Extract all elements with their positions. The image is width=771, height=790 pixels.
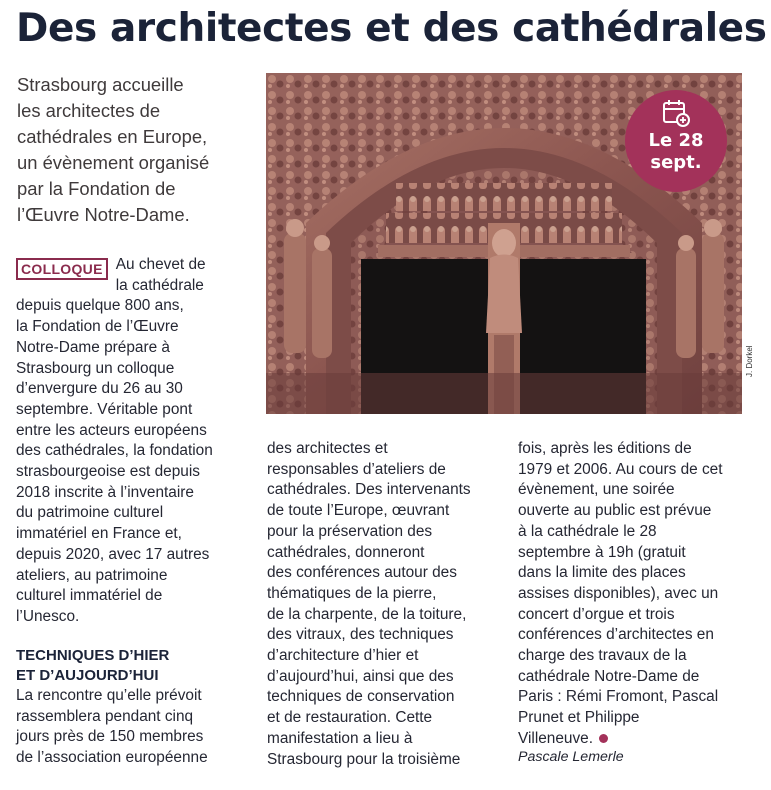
body-line: charge des travaux de la	[518, 647, 687, 665]
body-line: des architectes et	[267, 440, 388, 457]
body-line: manifestation a lieu à	[267, 729, 413, 747]
author-byline: Pascale Lemerle	[518, 749, 624, 765]
section-subhead	[16, 646, 244, 686]
body-line: des conférences autour des	[267, 564, 457, 582]
body-line: Notre-Dame prépare à	[16, 338, 170, 356]
event-date-day: Le 28	[648, 130, 704, 151]
body-line: des cathédrales, la fondation	[16, 442, 213, 460]
body-line-last	[518, 729, 750, 750]
body-line: cathédrales, donneront	[267, 543, 425, 561]
body-line: concert d’orgue et trois	[518, 605, 675, 623]
end-of-article-dot-icon	[599, 734, 608, 743]
body-line: assises disponibles), avec un	[518, 584, 719, 602]
body-line: dans la limite des places	[518, 564, 686, 582]
subhead-line: ET D’AUJOURD’HUI	[16, 667, 159, 684]
body-line: de l’association européenne	[16, 749, 208, 767]
intro-line: les architectes de	[17, 100, 161, 121]
body-line: et de restauration. Cette	[267, 709, 433, 727]
body-line: fois, après les éditions de	[518, 440, 692, 457]
category-badge: COLLOQUE	[16, 258, 108, 280]
article-title: Des architectes et des cathédrales	[16, 6, 767, 51]
body-column-1-continued	[16, 686, 244, 769]
body-line: 2018 inscrite à l’inventaire	[16, 483, 194, 501]
subhead-line: TECHNIQUES D’HIER	[16, 647, 170, 664]
body-line: d’envergure du 26 au 30	[16, 380, 183, 398]
body-line: du patrimoine culturel	[16, 504, 164, 522]
body-line: la cathédrale	[115, 276, 204, 294]
body-line: Strasbourg pour la troisième	[267, 750, 461, 768]
body-line: cathédrale Notre-Dame de	[518, 667, 700, 685]
body-line: strasbourgeoise est depuis	[16, 463, 200, 481]
body-line: immatériel en France et,	[16, 525, 182, 543]
body-line: Strasbourg un colloque	[16, 359, 175, 377]
body-line: Prunet et Philippe	[518, 709, 640, 727]
body-line: techniques de conservation	[267, 688, 455, 706]
event-date-badge	[625, 90, 727, 192]
body-line: 1979 et 2006. Au cours de cet	[518, 460, 723, 478]
body-line: cathédrales. Des intervenants	[267, 481, 471, 499]
body-line: des vitraux, des techniques	[267, 626, 454, 644]
body-line: culturel immatériel de	[16, 587, 163, 605]
body-line: l’Unesco.	[16, 607, 80, 625]
intro-line: Strasbourg accueille	[17, 74, 184, 95]
body-line: jours près de 150 membres	[16, 728, 204, 746]
body-line: septembre à 19h (gratuit	[518, 543, 686, 561]
intro-line: un évènement organisé	[17, 152, 210, 173]
event-date-text	[625, 130, 727, 174]
body-column-1	[16, 255, 244, 628]
body-line: ouverte au public est prévue	[518, 502, 712, 520]
body-line: depuis quelque 800 ans,	[16, 297, 184, 315]
body-line: pour la préservation des	[267, 522, 433, 540]
body-line: ateliers, au patrimoine	[16, 566, 168, 584]
body-column-3	[518, 439, 750, 750]
body-line: évènement, une soirée	[518, 481, 675, 499]
body-line: d’aujourd’hui, ainsi que des	[267, 667, 454, 685]
body-line: La rencontre qu’elle prévoit	[16, 687, 202, 704]
body-line: de la charpente, de la toiture,	[267, 605, 467, 623]
article-intro	[17, 72, 257, 228]
body-column-2	[267, 439, 499, 770]
body-line: d’architecture d’hier et	[267, 647, 419, 665]
body-line: conférences d’architectes en	[518, 626, 714, 644]
body-line: à la cathédrale le 28	[518, 522, 657, 540]
body-line: thématiques de la pierre,	[267, 584, 437, 602]
body-line: entre les acteurs européens	[16, 421, 207, 439]
body-line-text: Villeneuve.	[518, 729, 594, 747]
body-line: rassemblera pendant cinq	[16, 707, 194, 725]
body-line: Paris : Rémi Fromont, Pascal	[518, 688, 719, 706]
intro-line: cathédrales en Europe,	[17, 126, 208, 147]
body-line: la Fondation de l’Œuvre	[16, 318, 179, 336]
body-line: responsables d’ateliers de	[267, 460, 446, 478]
photo-credit: J. Dorkel	[745, 345, 754, 377]
intro-line: l’Œuvre Notre-Dame.	[17, 204, 190, 225]
calendar-add-icon	[661, 98, 691, 128]
event-date-month: sept.	[650, 152, 702, 173]
body-line: depuis 2020, avec 17 autres	[16, 545, 210, 563]
body-line: de toute l’Europe, œuvrant	[267, 502, 450, 520]
body-line: septembre. Véritable pont	[16, 400, 193, 418]
intro-line: par la Fondation de	[17, 178, 176, 199]
body-line: Au chevet de	[115, 256, 206, 273]
